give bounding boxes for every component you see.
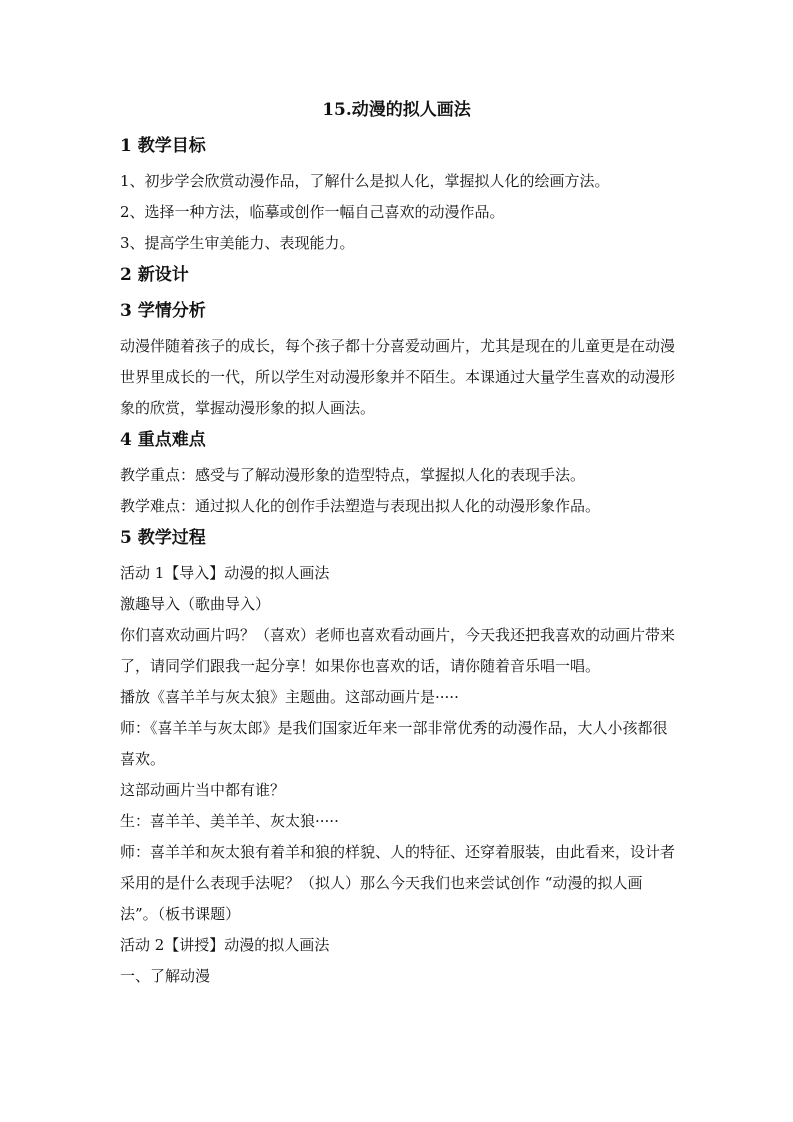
- section-heading-student-analysis: 3 学情分析: [120, 301, 206, 321]
- section-heading-new-design: 2 新设计: [120, 265, 189, 285]
- question-line: 这部动画片当中都有谁？: [120, 781, 286, 799]
- understand-anime-line: 一、了解动漫: [120, 967, 211, 985]
- key-point-paragraph: 教学重点：感受与了解动漫形象的造型特点，掌握拟人化的表现手法。: [120, 466, 586, 484]
- teacher-comment-paragraph: 师：《喜羊羊与灰太郎》是我们国家近年来一部非常优秀的动漫作品，大人小孩都很喜欢。: [120, 719, 668, 768]
- intro-subtitle: 激趣导入（歌曲导入）: [120, 595, 271, 613]
- difficulty-paragraph: 教学难点：通过拟人化的创作手法塑造与表现出拟人化的动漫形象作品。: [120, 497, 601, 515]
- objective-line-1: 1、初步学会欣赏动漫作品，了解什么是拟人化，掌握拟人化的绘画方法。: [120, 172, 610, 190]
- objective-line-3: 3、提高学生审美能力、表现能力。: [120, 234, 355, 252]
- document-body: [120, 130, 676, 992]
- activity-2-title: 活动 2【讲授】动漫的拟人画法: [120, 936, 330, 954]
- document-title: 15.动漫的拟人画法: [322, 100, 471, 120]
- play-song-line: 播放《喜羊羊与灰太狼》主题曲。这部动画片是·····: [120, 688, 459, 706]
- student-answer-line: 生：喜羊羊、美羊羊、灰太狼·····: [120, 812, 339, 830]
- student-analysis-paragraph: 动漫伴随着孩子的成长，每个孩子都十分喜爱动画片，尤其是现在的儿童更是在动漫世界里成长的一代，所以学生对动漫形象并不陌生。本课通过大量学生喜欢的动漫形象的欣赏，掌握动漫形象的拟人画法。: [120, 337, 676, 417]
- section-heading-key-points: 4 重点难点: [120, 430, 206, 450]
- activity-1-title: 活动 1【导入】动漫的拟人画法: [120, 564, 330, 582]
- teacher-question-paragraph: 你们喜欢动画片吗？（喜欢）老师也喜欢看动画片，今天我还把我喜欢的动画片带来了，请同学们跟我一起分享！如果你也喜欢的话，请你随着音乐唱一唱。: [120, 626, 676, 675]
- section-heading-process: 5 教学过程: [120, 528, 206, 548]
- section-heading-objectives: 1 教学目标: [120, 136, 206, 156]
- teacher-summary-paragraph: 师：喜羊羊和灰太狼有着羊和狼的样貌、人的特征、还穿着服装，由此看来，设计者采用的是什么表现手法呢？（拟人）那么今天我们也来尝试创作 “动漫的拟人画法”。（板书课题）: [120, 843, 676, 923]
- objective-line-2: 2、选择一种方法，临摹或创作一幅自己喜欢的动漫作品。: [120, 203, 505, 221]
